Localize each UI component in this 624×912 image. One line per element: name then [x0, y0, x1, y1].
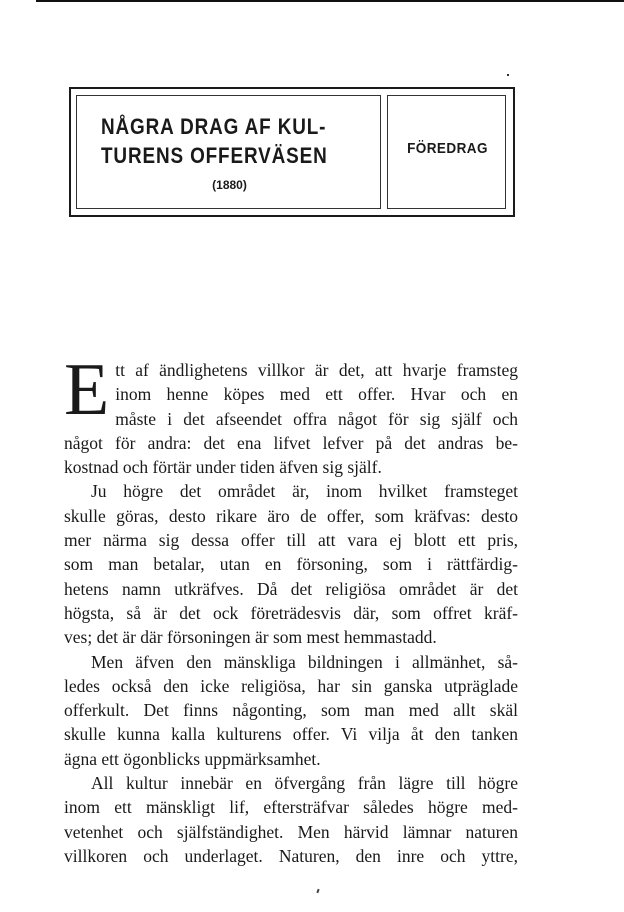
text-line: Men äfven den mänskliga bildningen i allmänhet, så-: [91, 651, 518, 672]
title-line-1: NÅGRA DRAG AF KUL-: [101, 114, 327, 139]
text-line: måste i det afseendet offra något för sig själf och: [115, 408, 518, 429]
genre-label: FÖREDRAG: [407, 140, 488, 157]
text-line: inom ett mänskligt lif, eftersträfvar således högre med-: [64, 797, 518, 818]
text-line: skulle kunna kalla kulturens offer. Vi vilja åt den tanken: [64, 724, 518, 745]
top-rule: [36, 0, 624, 2]
title-line-2: TURENS OFFERVÄSEN: [101, 143, 328, 168]
essay-year: (1880): [212, 178, 247, 192]
text-line: mer närma sig dessa offer till att vara ej blott ett pris,: [64, 530, 518, 551]
print-speck: [507, 74, 509, 76]
title-box: [76, 95, 381, 209]
title-frame: [69, 87, 515, 217]
text-line: vetenhet och själfständighet. Men härvid lämnar naturen: [64, 821, 518, 842]
text-line: inom henne köpes med ett offer. Hvar och en: [115, 384, 518, 405]
text-line: högsta, så är det ock företrädesvis där, som offret kräf-: [64, 602, 518, 623]
text-line: något för andra: det ena lifvet lefver på det andras be-: [64, 432, 518, 453]
text-line: ägna ett ögonblicks uppmärksamhet.: [64, 748, 321, 769]
text-line: tt af ändlighetens villkor är det, att hvarje framsteg: [115, 360, 518, 380]
text-line: All kultur innebär en öfvergång från lägre till högre: [91, 773, 518, 794]
genre-box: [387, 95, 506, 209]
text-line: hetens namn utkräfves. Då det religiösa området är det: [64, 578, 518, 599]
text-line: Ju högre det området är, inom hvilket framsteget: [91, 481, 518, 502]
text-line: offerkult. Det finns någonting, som man med allt skäl: [64, 700, 518, 721]
essay-title: [101, 112, 333, 170]
text-line: villkoren och underlaget. Naturen, den inre och yttre,: [64, 845, 518, 866]
text-line: kostnad och förtär under tiden äfven sig själf.: [64, 457, 382, 478]
text-line: ves; det är där försoningen är som mest hemmastadd.: [64, 627, 437, 648]
text-line: ledes också den icke religiösa, har sin ganska utpräglade: [64, 675, 518, 696]
text-line: skulle göras, desto rikare äro de offer, som kräfvas: desto: [64, 505, 518, 526]
print-mark: [316, 889, 319, 893]
body-text: [64, 349, 518, 868]
drop-cap: E: [64, 349, 110, 431]
text-line: som man betalar, utan en försoning, som i rättfärdig-: [64, 554, 518, 575]
